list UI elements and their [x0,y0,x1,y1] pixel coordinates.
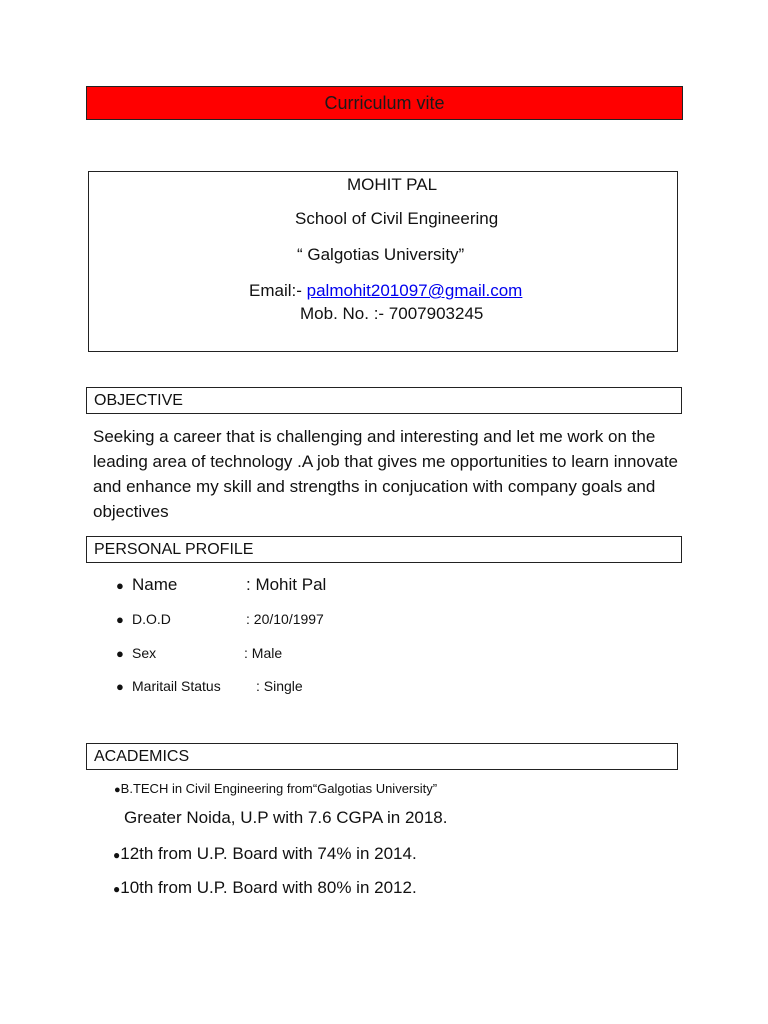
contact-university: “ Galgotias University” [297,245,465,264]
email-label: Email:- [249,281,302,300]
contact-mobile: Mob. No. :- 7007903245 [300,304,484,323]
email-link[interactable]: palmohit201097@gmail.com [306,281,523,300]
profile-label: D.O.D [132,611,171,627]
contact-school: School of Civil Engineering [295,209,499,228]
academics-tenth [113,878,417,898]
profile-row-sex [116,645,282,661]
profile-value: : Single [256,678,303,694]
objective-heading [86,387,682,414]
contact-email-line [89,281,768,301]
objective-text: Seeking a career that is challenging and interesting and let me work on the leading area of technology .A job that gives me opportunities to learn innovate and enhance my skill and strengths in conjucation with company goals and objectives [93,427,678,521]
academics-twelfth-text: 12th from U.P. Board with 74% in 2014. [120,844,417,863]
bullet-icon: ● [113,882,121,896]
profile-row-name [116,575,326,595]
document-title [86,86,683,120]
profile-label: Sex [132,645,157,661]
objective-heading-text: OBJECTIVE [94,392,183,409]
contact-school-line [89,209,768,229]
profile-label: Name [132,575,178,594]
bullet-icon: ● [116,645,124,661]
profile-row-marital [116,678,303,694]
bullet-icon: ● [116,678,124,694]
academics-heading [86,743,678,770]
profile-heading [86,536,682,563]
bullet-icon: ● [116,577,124,593]
bullet-icon: ● [116,611,124,627]
academics-heading-text: ACADEMICS [94,748,190,765]
profile-row-dod [116,611,324,627]
profile-heading-text: PERSONAL PROFILE [94,541,254,558]
contact-mobile-line [89,304,768,324]
contact-name: MOHIT PAL [347,175,438,194]
academics-btech-text: B.TECH in Civil Engineering from“Galgotias University” [120,781,438,796]
profile-label: Maritail Status [132,678,221,694]
profile-value: : Male [244,645,283,661]
bullet-icon: ● [113,848,121,862]
document-title-text: Curriculum vite [324,92,445,113]
contact-university-line [89,245,768,265]
profile-value: : Mohit Pal [246,575,327,594]
academics-tenth-text: 10th from U.P. Board with 80% in 2012. [120,878,417,897]
profile-value: : 20/10/1997 [246,611,324,627]
academics-btech-line2: Greater Noida, U.P with 7.6 CGPA in 2018. [124,808,448,827]
bullet-icon: ● [114,784,121,796]
academics-btech-line1 [114,781,437,796]
contact-box [88,171,678,352]
contact-name-line [89,175,768,195]
academics-twelfth [113,844,417,864]
